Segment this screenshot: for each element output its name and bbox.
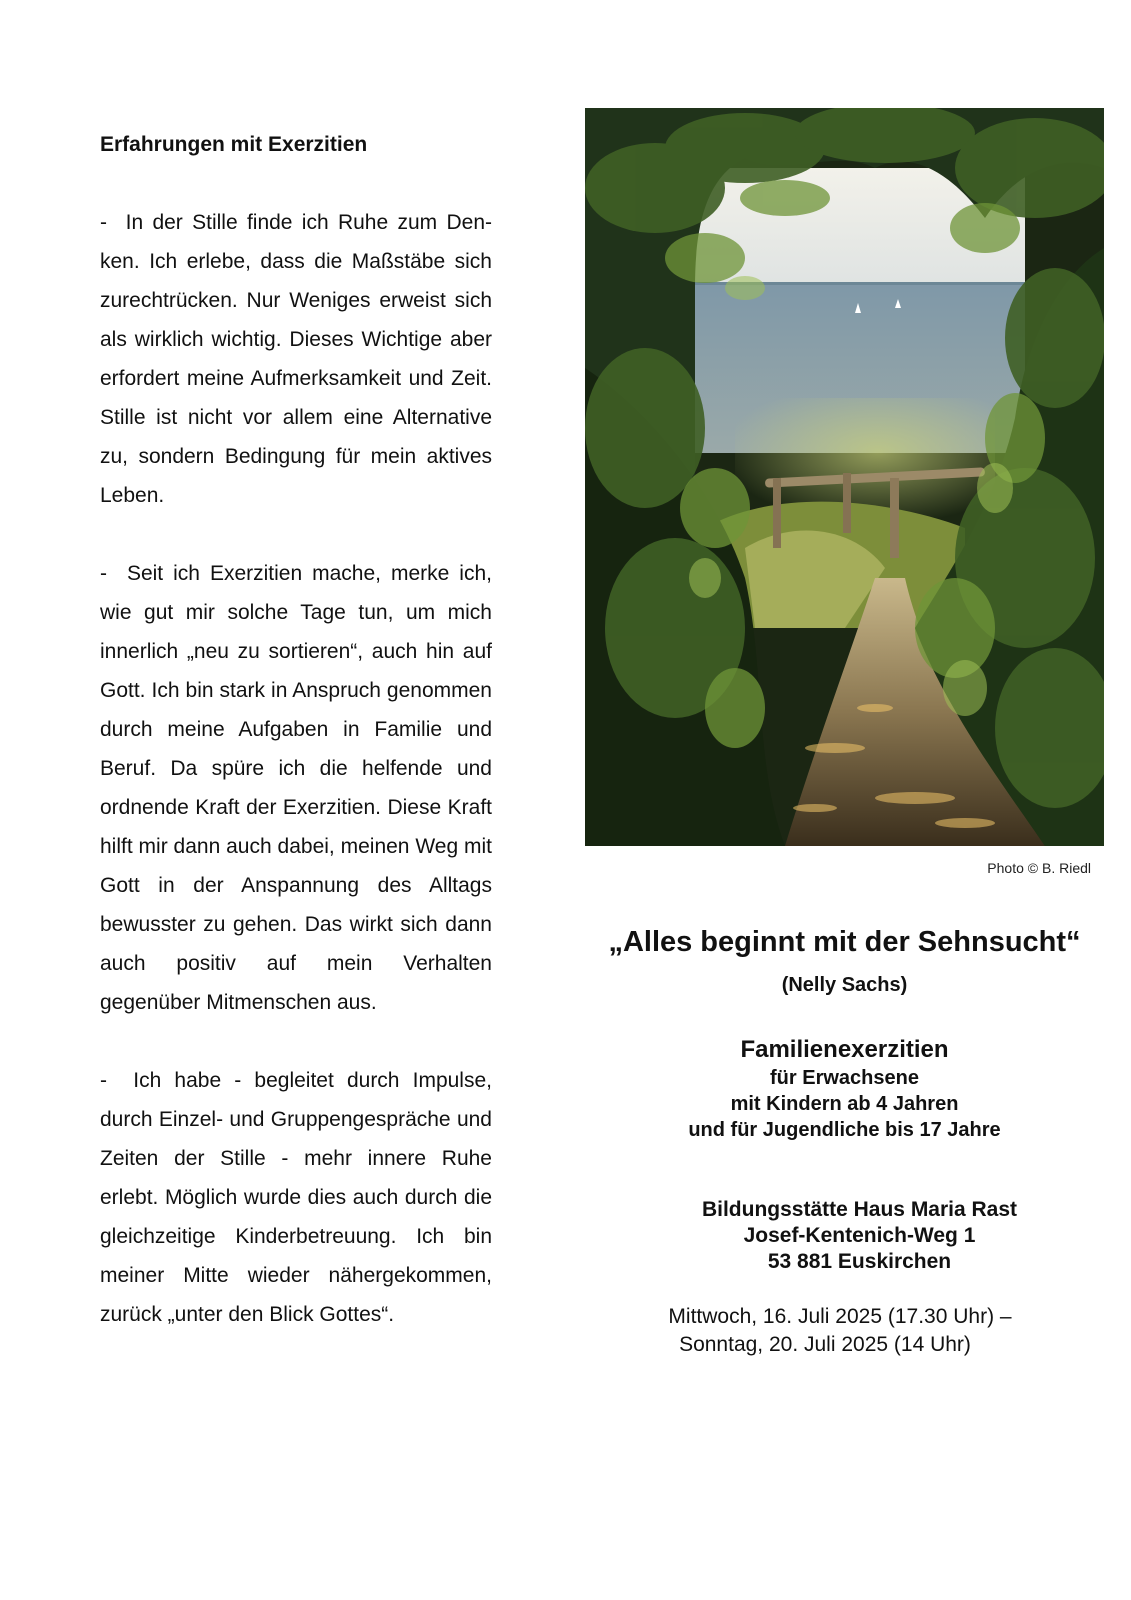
event-info — [585, 1035, 1104, 1143]
quote-author: (Nelly Sachs) — [781, 974, 908, 996]
venue-street: Josef-Kentenich-Weg 1 — [743, 1224, 976, 1247]
start-date: Mittwoch, 16. Juli 2025 (17.30 Uhr) – — [668, 1305, 1012, 1328]
event-audience-line: und für Jugendliche bis 17 Jahre — [688, 1119, 1001, 1141]
event-dates — [585, 1303, 1095, 1359]
quote-title: „Alles beginnt mit der Sehnsucht“ — [608, 926, 1081, 958]
venue-address — [600, 1197, 1119, 1275]
testimonial-paragraph-2: - Seit ich Exerzitien mache, merke ich, wie gut mir solche Tage tun, um mich innerlich „neu zu sortieren“, auch hin auf Gott. Ich bin stark in Anspruch genommen durch meine Aufgaben in Familie und Beruf. Da spüre ich die helfende und ordnende Kraft der Exerzitien. Diese Kraft hilft mir dann auch dabei, meinen Weg mit Gott in der Anspannung des Alltags bewusster zu gehen. Das wirkt sich dann auch positiv auf mein Verhalten gegenüber Mitmenschen aus. — [100, 562, 492, 1014]
venue-city: 53 881 Euskirchen — [767, 1250, 952, 1273]
testimonial-paragraph-1: - In der Stille finde ich Ruhe zum Denken. Ich erlebe, dass die Maßstäbe sich zurechtrücken. Nur Weniges erweist sich als wirklich wichtig. Dieses Wichtige aber erfordert meine Aufmerksamkeit und Zeit. Stille ist nicht vor allem eine Alternative zu, sondern Bedingung für mein aktives Leben. — [100, 211, 492, 507]
testimonial-paragraph-3: - Ich habe - begleitet durch Impulse, durch Einzel- und Gruppengespräche und Zeiten der Stille - mehr innere Ruhe erlebt. Möglich wurde dies auch durch die gleichzeitige Kinderbetreuung. Ich bin meiner Mitte wieder nähergekommen, zurück „unter den Blick Gottes“. — [100, 1069, 492, 1326]
photo-credit: Photo © B. Riedl — [987, 860, 1091, 876]
testimonials-column — [100, 127, 492, 1334]
event-audience-line: mit Kindern ab 4 Jahren — [730, 1093, 959, 1115]
end-date: Sonntag, 20. Juli 2025 (14 Uhr) — [679, 1333, 971, 1356]
venue-name: Bildungsstätte Haus Maria Rast — [701, 1198, 1018, 1221]
event-title: Familienexerzitien — [740, 1036, 949, 1063]
section-heading: Erfahrungen mit Exerzitien — [100, 133, 368, 156]
event-audience-line: für Erwachsene — [770, 1067, 919, 1089]
forest-path-photo — [585, 108, 1104, 846]
